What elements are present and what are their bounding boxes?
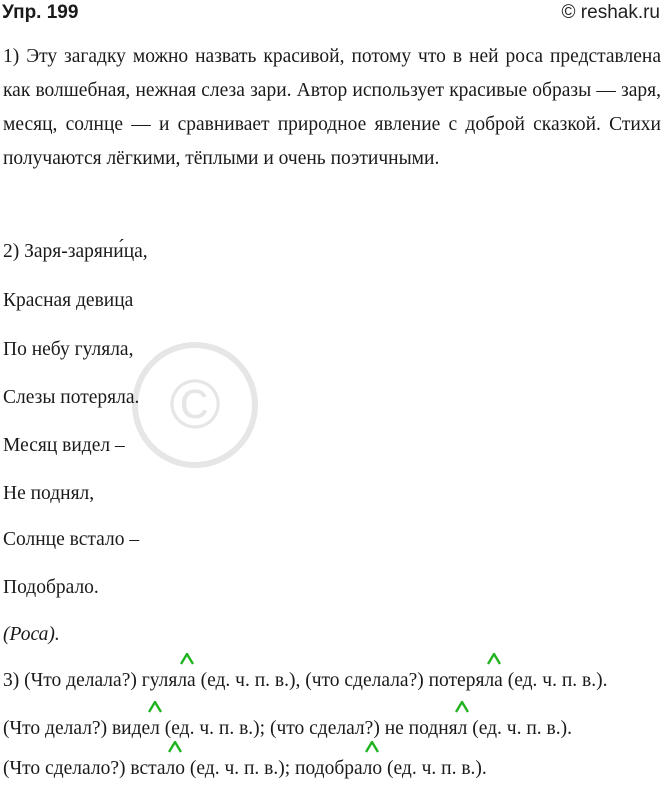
poem-line: Подобрало.: [3, 577, 99, 598]
question-text: (Что сделало?) вста: [3, 758, 166, 779]
grammar-text: (ед. ч. п. в.).: [467, 718, 572, 739]
part-one-text: 1) Эту загадку можно назвать красивой, потому что в ней роса представлена как волшебная, нежная слеза зари. Автор использует красивые образы — заря, месяц, солнце — и сравнивает природное явление с доброй сказкой. Стихи получаются лёгкими, тёплыми и очень поэтичными.: [3, 46, 661, 169]
grammar-text: (ед. ч. п. в.); подобра: [185, 758, 363, 779]
poem-line: Солнце встало –: [3, 529, 140, 550]
ending-mark: ло: [363, 758, 382, 780]
grammar-text: (ед. ч. п. в.).: [502, 670, 608, 691]
riddle-answer: (Роса).: [3, 624, 60, 645]
ending-caret-icon: [487, 653, 501, 665]
ending-mark: ла: [484, 670, 502, 692]
ending-mark: л: [458, 718, 468, 740]
question-text: (Что делал?) виде: [3, 718, 151, 739]
grammar-text: (ед. ч. п. в.).: [382, 758, 487, 779]
part-three-line-1: [3, 670, 607, 692]
ending-caret-icon: [148, 701, 162, 713]
ending-caret-icon: [180, 653, 194, 665]
poem-line: Месяц видел –: [3, 435, 125, 456]
poem-line: Слезы потеряла.: [3, 387, 140, 408]
ending-caret-icon: [168, 741, 182, 753]
part-one: [3, 40, 661, 176]
poem-line: 2) Заря-заряни́ца,: [3, 241, 148, 262]
poem-line: По небу гуляла,: [3, 339, 134, 360]
copyright-notice: © reshak.ru: [561, 2, 660, 23]
question-text: 3) (Что делала?) гуля: [3, 670, 178, 691]
poem-line: Красная девица: [3, 290, 134, 311]
ending-caret-icon: [455, 701, 469, 713]
grammar-text: (ед. ч. п. в.), (что сделала?) потеря: [195, 670, 485, 691]
part-three-line-2: [3, 718, 572, 740]
ending-mark: ла: [177, 670, 195, 692]
ending-caret-icon: [365, 741, 379, 753]
grammar-text: (ед. ч. п. в.); (что сделал?) не подня: [159, 718, 458, 739]
part-three-line-3: [3, 758, 487, 780]
poem-line: Не поднял,: [3, 483, 95, 504]
ending-mark: л: [150, 718, 160, 740]
exercise-title: Упр. 199: [2, 2, 79, 23]
page-header: [0, 0, 666, 28]
svg-text:©: ©: [169, 365, 221, 443]
ending-mark: ло: [166, 758, 185, 780]
